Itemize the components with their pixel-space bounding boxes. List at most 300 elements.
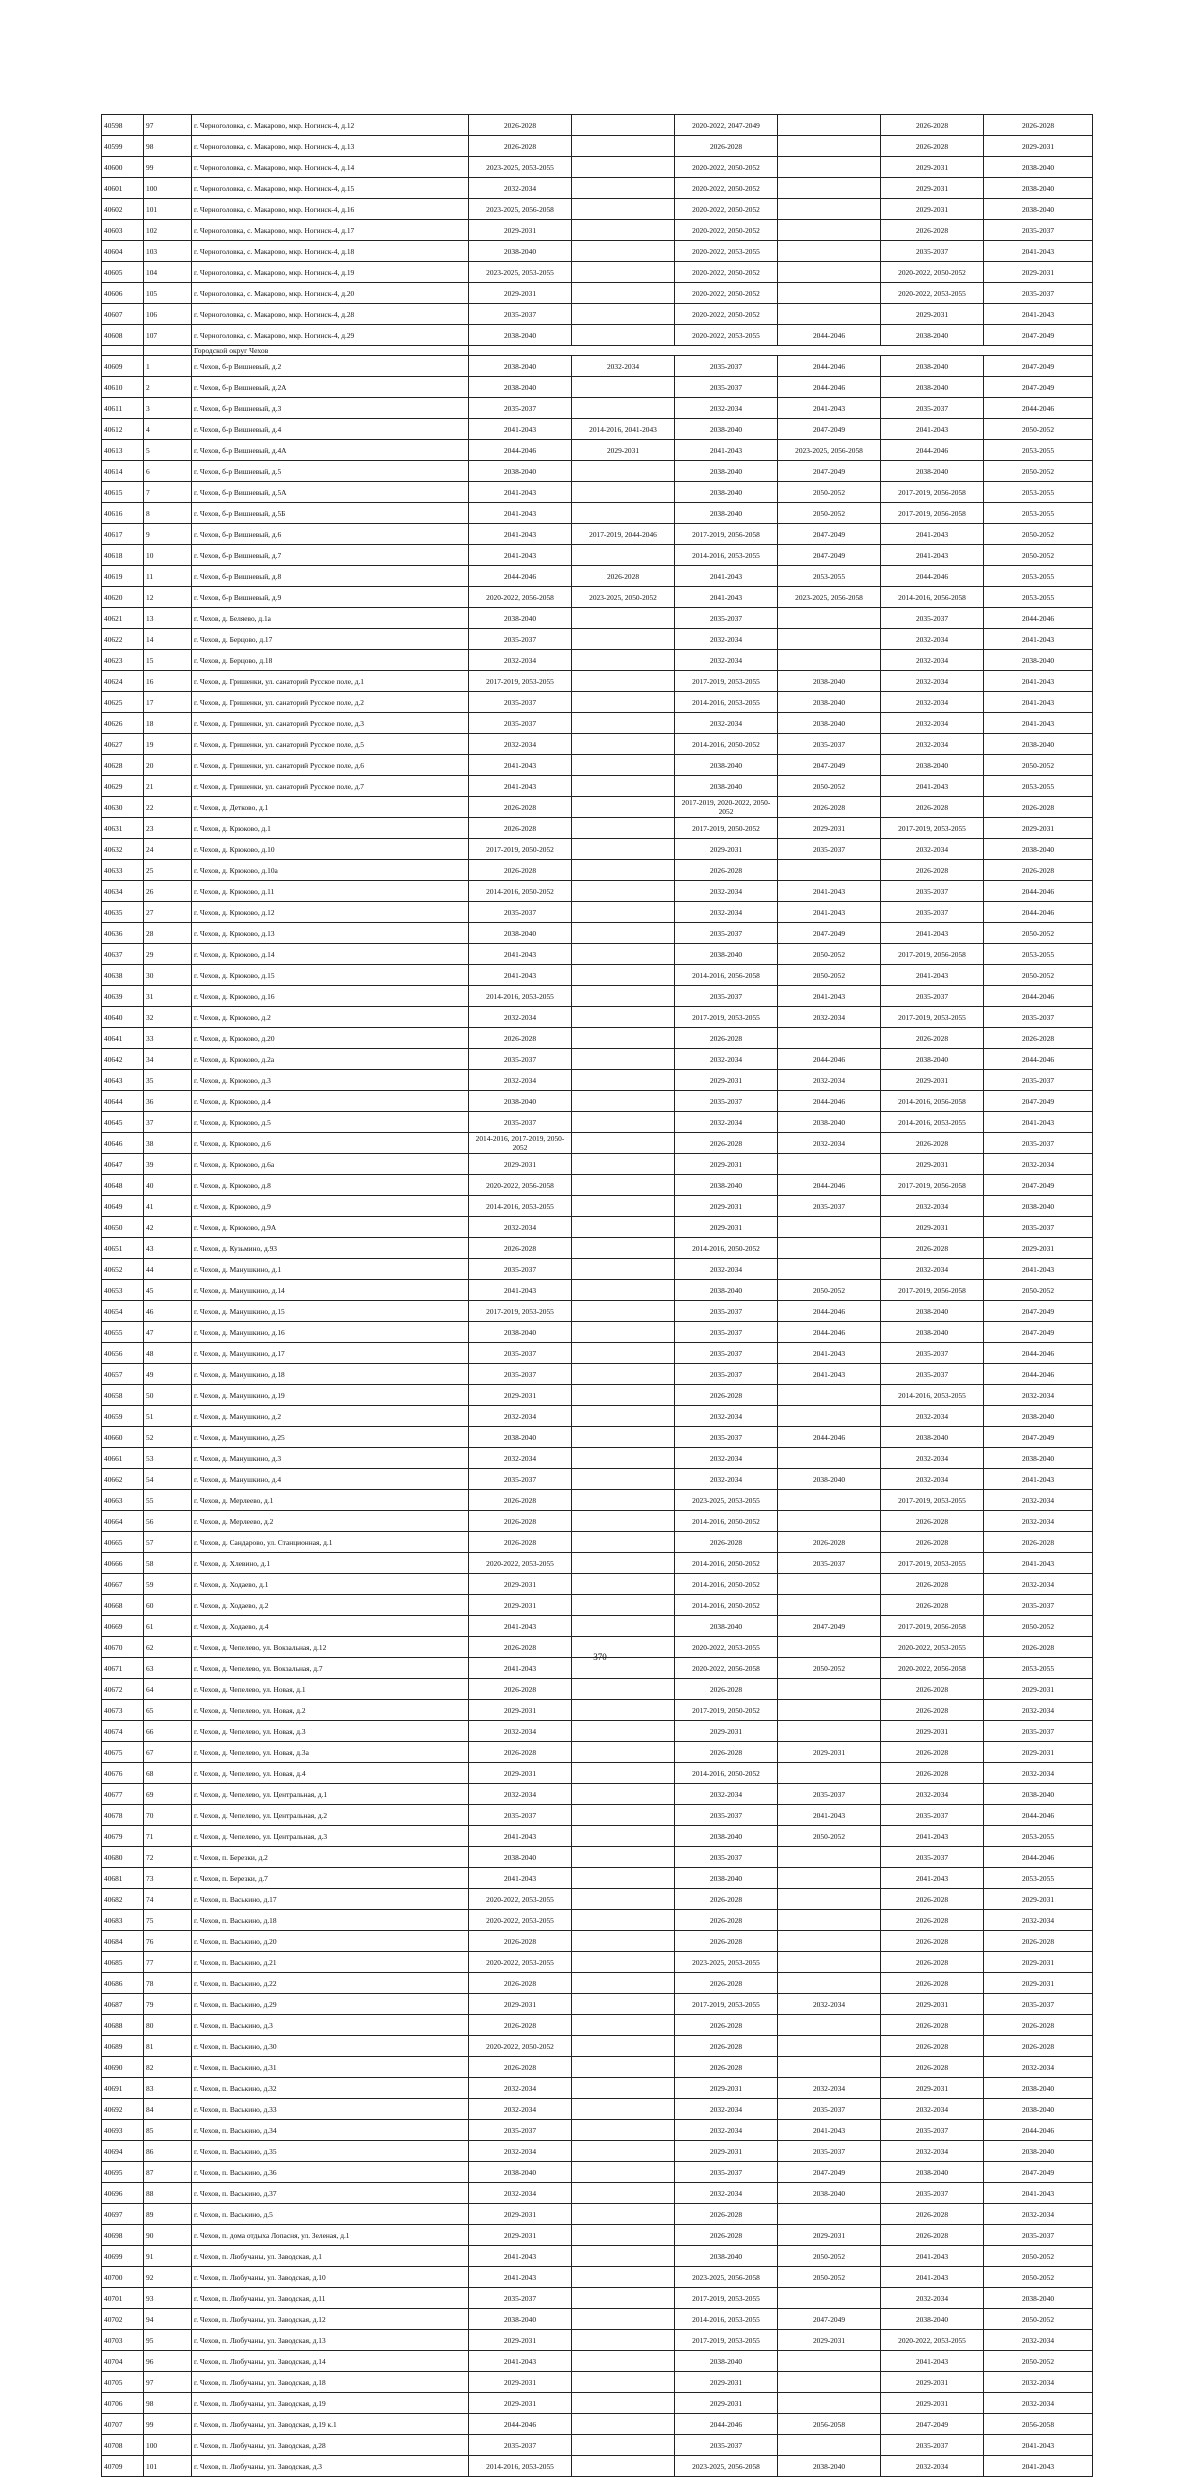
table-cell: 2044-2046	[984, 881, 1093, 902]
table-row	[102, 1469, 1093, 1490]
table-cell	[778, 629, 881, 650]
table-cell: 6	[144, 461, 192, 482]
table-cell: 9	[144, 524, 192, 545]
table-cell: 2032-2034	[675, 1784, 778, 1805]
table-cell: 40612	[102, 419, 144, 440]
table-cell: 2026-2028	[469, 1238, 572, 1259]
table-cell: г. Чехов, п. Васькино, д.18	[192, 1910, 469, 1931]
page-number: 370	[593, 1652, 607, 1662]
table-cell: 40639	[102, 986, 144, 1007]
table-cell	[572, 776, 675, 797]
table-cell: г. Чехов, д. Ходаево, д.2	[192, 1595, 469, 1616]
table-cell: 2038-2040	[984, 839, 1093, 860]
table-cell: 2038-2040	[778, 692, 881, 713]
table-row	[102, 2015, 1093, 2036]
table-cell: 93	[144, 2288, 192, 2309]
table-cell: 2038-2040	[469, 377, 572, 398]
table-cell: 2047-2049	[778, 923, 881, 944]
table-cell: 2047-2049	[984, 356, 1093, 377]
table-cell: 2047-2049	[984, 1322, 1093, 1343]
table-cell	[572, 965, 675, 986]
table-cell	[778, 1952, 881, 1973]
table-cell: 2032-2034	[778, 1994, 881, 2015]
table-cell: 2035-2037	[675, 377, 778, 398]
table-cell	[778, 1700, 881, 1721]
table-cell: 2053-2055	[984, 776, 1093, 797]
table-cell: 2053-2055	[984, 1826, 1093, 1847]
table-cell: 40644	[102, 1091, 144, 1112]
table-cell: 40626	[102, 713, 144, 734]
table-cell: 2026-2028	[881, 860, 984, 881]
table-cell	[572, 503, 675, 524]
table-cell: 2050-2052	[984, 419, 1093, 440]
table-cell: 2032-2034	[984, 2393, 1093, 2414]
table-cell: 40699	[102, 2246, 144, 2267]
table-cell: 42	[144, 1217, 192, 1238]
table-cell: 2014-2016, 2053-2055	[469, 986, 572, 1007]
table-cell: 2023-2025, 2053-2055	[675, 1952, 778, 1973]
table-cell: 2020-2022, 2050-2052	[469, 2036, 572, 2057]
table-cell: г. Чехов, п. Васькино, д.20	[192, 1931, 469, 1952]
table-cell: 40613	[102, 440, 144, 461]
table-cell: г. Чехов, д. Манушкино, д.17	[192, 1343, 469, 1364]
table-cell: 68	[144, 1763, 192, 1784]
table-cell: 2020-2022, 2050-2052	[881, 262, 984, 283]
table-cell: 2026-2028	[778, 1532, 881, 1553]
table-cell	[572, 608, 675, 629]
table-cell	[778, 2393, 881, 2414]
table-cell: 2017-2019, 2050-2052	[675, 818, 778, 839]
table-cell: 2047-2049	[984, 1301, 1093, 1322]
table-cell: 2032-2034	[675, 1406, 778, 1427]
table-cell: 2038-2040	[881, 377, 984, 398]
table-cell: 2029-2031	[469, 1574, 572, 1595]
table-cell	[102, 346, 144, 356]
table-cell: 44	[144, 1259, 192, 1280]
table-cell	[778, 1259, 881, 1280]
table-cell: г. Чехов, б-р Вишневый, д.4	[192, 419, 469, 440]
table-cell	[572, 1994, 675, 2015]
table-row	[102, 1511, 1093, 1532]
table-cell: 2044-2046	[469, 440, 572, 461]
table-cell	[572, 2078, 675, 2099]
table-cell: 2044-2046	[469, 566, 572, 587]
table-cell: 2032-2034	[881, 671, 984, 692]
table-cell: 40604	[102, 241, 144, 262]
table-cell: 2035-2037	[675, 1322, 778, 1343]
table-cell: 2032-2034	[778, 1133, 881, 1154]
table-cell: 2020-2022, 2047-2049	[675, 115, 778, 136]
table-cell: 2029-2031	[881, 1217, 984, 1238]
table-cell: 2032-2034	[881, 1259, 984, 1280]
table-cell: 40700	[102, 2267, 144, 2288]
table-cell: 2032-2034	[984, 2204, 1093, 2225]
table-cell: 2041-2043	[984, 671, 1093, 692]
table-cell: г. Чехов, п. Васькино, д.21	[192, 1952, 469, 1973]
table-cell: 54	[144, 1469, 192, 1490]
table-cell: 2032-2034	[675, 2183, 778, 2204]
table-row	[102, 545, 1093, 566]
table-row	[102, 2456, 1093, 2477]
table-cell: 2026-2028	[984, 1532, 1093, 1553]
table-cell: 2029-2031	[881, 1721, 984, 1742]
table-cell: 2047-2049	[984, 1175, 1093, 1196]
table-cell: 2038-2040	[675, 755, 778, 776]
table-cell	[778, 1847, 881, 1868]
table-cell: 40683	[102, 1910, 144, 1931]
table-cell: 40629	[102, 776, 144, 797]
table-cell: 40696	[102, 2183, 144, 2204]
table-cell: 2035-2037	[675, 2435, 778, 2456]
table-cell	[778, 1490, 881, 1511]
table-cell: 2029-2031	[881, 157, 984, 178]
table-cell: 2017-2019, 2056-2058	[881, 1175, 984, 1196]
table-cell: 46	[144, 1301, 192, 1322]
table-cell	[572, 1826, 675, 1847]
table-cell: 36	[144, 1091, 192, 1112]
table-cell: 2035-2037	[984, 1721, 1093, 1742]
table-cell: 2032-2034	[984, 1910, 1093, 1931]
table-cell: 2023-2025, 2056-2058	[675, 2456, 778, 2477]
table-row	[102, 839, 1093, 860]
table-cell: 2041-2043	[984, 1112, 1093, 1133]
table-cell: 2032-2034	[984, 1490, 1093, 1511]
table-cell: 2053-2055	[984, 503, 1093, 524]
table-cell	[572, 2372, 675, 2393]
table-cell: 40688	[102, 2015, 144, 2036]
table-cell: 2023-2025, 2053-2055	[469, 262, 572, 283]
table-cell: 15	[144, 650, 192, 671]
table-cell: 2026-2028	[881, 2204, 984, 2225]
table-cell: 2029-2031	[984, 1952, 1093, 1973]
table-row	[102, 1133, 1093, 1154]
table-cell	[572, 2057, 675, 2078]
table-cell: 2026-2028	[469, 1511, 572, 1532]
table-cell: 2017-2019, 2056-2058	[881, 944, 984, 965]
table-cell: 2035-2037	[469, 1469, 572, 1490]
table-cell: г. Чехов, д. Ходаево, д.4	[192, 1616, 469, 1637]
table-cell: 2014-2016, 2041-2043	[572, 419, 675, 440]
table-cell: 2026-2028	[675, 1889, 778, 1910]
table-cell: 40634	[102, 881, 144, 902]
table-cell: 40706	[102, 2393, 144, 2414]
table-cell: 2026-2028	[881, 220, 984, 241]
table-cell: 19	[144, 734, 192, 755]
table-cell: г. Черноголовка, с. Макарово, мкр. Ногинск-4, д.12	[192, 115, 469, 136]
table-cell: 2038-2040	[675, 944, 778, 965]
table-cell	[572, 986, 675, 1007]
table-cell: 2017-2019, 2053-2055	[675, 2330, 778, 2351]
table-cell: 2014-2016, 2050-2052	[675, 1574, 778, 1595]
table-cell: 2032-2034	[469, 650, 572, 671]
table-cell: 2026-2028	[881, 1700, 984, 1721]
table-cell: г. Чехов, п. Васькино, д.34	[192, 2120, 469, 2141]
table-cell: 2026-2028	[984, 2015, 1093, 2036]
table-row	[102, 629, 1093, 650]
table-cell: 40656	[102, 1343, 144, 1364]
table-cell: г. Чехов, п. Любучаны, ул. Заводская, д.11	[192, 2288, 469, 2309]
table-row	[102, 776, 1093, 797]
table-cell: 2026-2028	[881, 1952, 984, 1973]
table-cell: 60	[144, 1595, 192, 1616]
table-cell	[778, 2204, 881, 2225]
table-row	[102, 1889, 1093, 1910]
table-cell	[778, 157, 881, 178]
table-row	[102, 1574, 1093, 1595]
table-cell: 2041-2043	[469, 1658, 572, 1679]
table-cell: г. Чехов, д. Манушкино, д.2	[192, 1406, 469, 1427]
table-cell: 2041-2043	[469, 524, 572, 545]
table-cell: 40636	[102, 923, 144, 944]
table-cell: 2041-2043	[675, 566, 778, 587]
table-cell: 24	[144, 839, 192, 860]
table-cell	[778, 608, 881, 629]
table-cell: 40627	[102, 734, 144, 755]
table-cell: 2026-2028	[469, 1637, 572, 1658]
table-cell: г. Чехов, д. Берцово, д.17	[192, 629, 469, 650]
table-row	[102, 650, 1093, 671]
table-cell: г. Чехов, д. Крюково, д.1	[192, 818, 469, 839]
table-cell: 2029-2031	[675, 1217, 778, 1238]
table-cell: 2026-2028	[984, 797, 1093, 818]
table-cell	[778, 283, 881, 304]
section-row	[102, 346, 1093, 356]
table-cell: 2026-2028	[469, 1931, 572, 1952]
table-cell: 2041-2043	[469, 2351, 572, 2372]
table-cell	[572, 2288, 675, 2309]
table-cell: 2038-2040	[469, 356, 572, 377]
table-cell	[572, 1007, 675, 1028]
table-cell: 2041-2043	[469, 1616, 572, 1637]
table-cell: 2032-2034	[469, 1784, 572, 1805]
table-cell: 2041-2043	[984, 1469, 1093, 1490]
table-cell: г. Чехов, д. Крюково, д.4	[192, 1091, 469, 1112]
table-row	[102, 199, 1093, 220]
table-cell: 86	[144, 2141, 192, 2162]
table-cell: 2035-2037	[984, 1595, 1093, 1616]
table-cell	[572, 2225, 675, 2246]
table-cell: 2020-2022, 2050-2052	[675, 283, 778, 304]
table-cell: 39	[144, 1154, 192, 1175]
table-cell: 2047-2049	[984, 377, 1093, 398]
table-cell: г. Чехов, п. Васькино, д.36	[192, 2162, 469, 2183]
table-cell: 2041-2043	[881, 965, 984, 986]
table-cell: 40622	[102, 629, 144, 650]
table-cell: 12	[144, 587, 192, 608]
table-cell: 2026-2028	[675, 1679, 778, 1700]
table-cell: 40708	[102, 2435, 144, 2456]
table-cell: 2041-2043	[881, 1826, 984, 1847]
table-cell: 2029-2031	[881, 178, 984, 199]
table-cell: 2026-2028	[881, 2225, 984, 2246]
table-row	[102, 713, 1093, 734]
table-cell: 2050-2052	[984, 545, 1093, 566]
table-cell: 2047-2049	[778, 2162, 881, 2183]
table-cell: г. Чехов, б-р Вишневый, д.4А	[192, 440, 469, 461]
table-cell: 40646	[102, 1133, 144, 1154]
table-cell: 2014-2016, 2050-2052	[469, 881, 572, 902]
table-row	[102, 692, 1093, 713]
table-cell: 81	[144, 2036, 192, 2057]
table-row	[102, 1490, 1093, 1511]
table-cell: 2038-2040	[984, 2288, 1093, 2309]
table-cell: 2050-2052	[984, 461, 1093, 482]
table-cell: 2050-2052	[984, 2309, 1093, 2330]
table-cell: 2041-2043	[881, 419, 984, 440]
table-cell: 2020-2022, 2050-2052	[675, 157, 778, 178]
table-cell: г. Черноголовка, с. Макарово, мкр. Ногинск-4, д.15	[192, 178, 469, 199]
table-cell: 100	[144, 178, 192, 199]
table-cell: 40661	[102, 1448, 144, 1469]
table-cell: г. Чехов, б-р Вишневый, д.2	[192, 356, 469, 377]
table-cell: 2032-2034	[984, 2057, 1093, 2078]
table-cell: г. Чехов, д. Крюково, д.6а	[192, 1154, 469, 1175]
table-cell: 40608	[102, 325, 144, 346]
table-cell: 2026-2028	[881, 1532, 984, 1553]
table-cell: 2032-2034	[469, 2078, 572, 2099]
table-cell: 2026-2028	[675, 1931, 778, 1952]
table-cell: 2026-2028	[675, 136, 778, 157]
table-cell: 13	[144, 608, 192, 629]
table-cell: 26	[144, 881, 192, 902]
table-cell: 2032-2034	[675, 1469, 778, 1490]
table-row	[102, 881, 1093, 902]
table-cell: 2014-2016, 2050-2052	[675, 1238, 778, 1259]
table-cell: 2029-2031	[469, 283, 572, 304]
table-cell: г. Чехов, п. Васькино, д.17	[192, 1889, 469, 1910]
table-cell: г. Чехов, д. Крюково, д.13	[192, 923, 469, 944]
table-cell: 2020-2022, 2053-2055	[469, 1889, 572, 1910]
table-cell: 40681	[102, 1868, 144, 1889]
table-row	[102, 136, 1093, 157]
table-cell: 2035-2037	[675, 608, 778, 629]
table-row	[102, 1994, 1093, 2015]
table-cell: 2044-2046	[984, 986, 1093, 1007]
table-cell: 40611	[102, 398, 144, 419]
table-cell: 59	[144, 1574, 192, 1595]
table-row	[102, 2288, 1093, 2309]
table-row	[102, 566, 1093, 587]
table-cell: 2038-2040	[469, 1091, 572, 1112]
table-cell	[572, 713, 675, 734]
table-cell: 2029-2031	[469, 1994, 572, 2015]
table-cell: г. Чехов, д. Гришенки, ул. санаторий Русское поле, д.6	[192, 755, 469, 776]
table-cell	[572, 2141, 675, 2162]
table-cell: 2026-2028	[469, 1973, 572, 1994]
table-cell: 2014-2016, 2053-2055	[675, 545, 778, 566]
table-cell: 2041-2043	[778, 1343, 881, 1364]
table-cell	[778, 115, 881, 136]
table-cell: 2035-2037	[984, 220, 1093, 241]
table-cell: 10	[144, 545, 192, 566]
table-cell: 2041-2043	[984, 2456, 1093, 2477]
table-cell: г. Чехов, б-р Вишневый, д.5Б	[192, 503, 469, 524]
table-cell: г. Черноголовка, с. Макарово, мкр. Ногинск-4, д.20	[192, 283, 469, 304]
table-cell: 2014-2016, 2053-2055	[881, 1112, 984, 1133]
table-cell: г. Чехов, д. Крюково, д.9А	[192, 1217, 469, 1238]
table-cell	[572, 2267, 675, 2288]
table-cell: 2041-2043	[469, 1826, 572, 1847]
table-cell: 63	[144, 1658, 192, 1679]
table-cell: 2047-2049	[778, 755, 881, 776]
table-cell: 2038-2040	[984, 1406, 1093, 1427]
table-cell: 2032-2034	[675, 1112, 778, 1133]
table-cell: 2041-2043	[469, 482, 572, 503]
table-row	[102, 2183, 1093, 2204]
table-cell: 2041-2043	[778, 902, 881, 923]
table-cell: 2038-2040	[881, 1049, 984, 1070]
table-cell: 40601	[102, 178, 144, 199]
table-cell: 2026-2028	[675, 1385, 778, 1406]
table-cell: 2038-2040	[675, 503, 778, 524]
table-cell: 2035-2037	[881, 2435, 984, 2456]
table-row	[102, 1364, 1093, 1385]
table-cell: 2038-2040	[469, 2309, 572, 2330]
table-cell: 99	[144, 157, 192, 178]
table-cell: 20	[144, 755, 192, 776]
table-cell: 2041-2043	[469, 755, 572, 776]
table-cell: 40680	[102, 1847, 144, 1868]
table-cell: 2020-2022, 2050-2052	[675, 262, 778, 283]
table-cell: 2053-2055	[984, 944, 1093, 965]
table-cell: 71	[144, 1826, 192, 1847]
table-cell: 40695	[102, 2162, 144, 2183]
table-row	[102, 1973, 1093, 1994]
table-row	[102, 1448, 1093, 1469]
table-cell: 2035-2037	[469, 902, 572, 923]
table-cell	[572, 1931, 675, 1952]
table-cell: 40673	[102, 1700, 144, 1721]
table-cell: 2035-2037	[881, 1364, 984, 1385]
table-cell: 2032-2034	[881, 2456, 984, 2477]
table-cell	[572, 1868, 675, 1889]
table-row	[102, 1280, 1093, 1301]
table-cell: 8	[144, 503, 192, 524]
table-cell: г. Чехов, п. Березки, д.7	[192, 1868, 469, 1889]
table-row	[102, 2204, 1093, 2225]
table-cell: 40642	[102, 1049, 144, 1070]
table-cell: 2035-2037	[881, 1847, 984, 1868]
table-cell: 2020-2022, 2056-2058	[469, 1175, 572, 1196]
table-cell: 2041-2043	[778, 881, 881, 902]
table-cell: 2050-2052	[778, 965, 881, 986]
table-cell: 33	[144, 1028, 192, 1049]
table-cell: 2035-2037	[881, 241, 984, 262]
table-cell: 40678	[102, 1805, 144, 1826]
table-cell: 2014-2016, 2050-2052	[675, 1511, 778, 1532]
table-row	[102, 262, 1093, 283]
table-cell: 70	[144, 1805, 192, 1826]
table-cell: 2026-2028	[675, 1973, 778, 1994]
table-row	[102, 524, 1093, 545]
table-cell: 40599	[102, 136, 144, 157]
table-cell: 2032-2034	[675, 2099, 778, 2120]
table-cell: 2026-2028	[984, 2036, 1093, 2057]
table-cell: 2041-2043	[778, 1364, 881, 1385]
table-cell	[778, 1448, 881, 1469]
table-cell: 2050-2052	[778, 1280, 881, 1301]
table-cell	[572, 1763, 675, 1784]
table-cell	[572, 1616, 675, 1637]
table-cell: 2041-2043	[881, 2267, 984, 2288]
table-cell: 2032-2034	[881, 713, 984, 734]
table-cell: 2026-2028	[778, 797, 881, 818]
table-cell: 2050-2052	[778, 503, 881, 524]
table-cell	[572, 2246, 675, 2267]
table-row	[102, 1616, 1093, 1637]
table-cell: 40707	[102, 2414, 144, 2435]
table-cell: 2038-2040	[675, 2246, 778, 2267]
